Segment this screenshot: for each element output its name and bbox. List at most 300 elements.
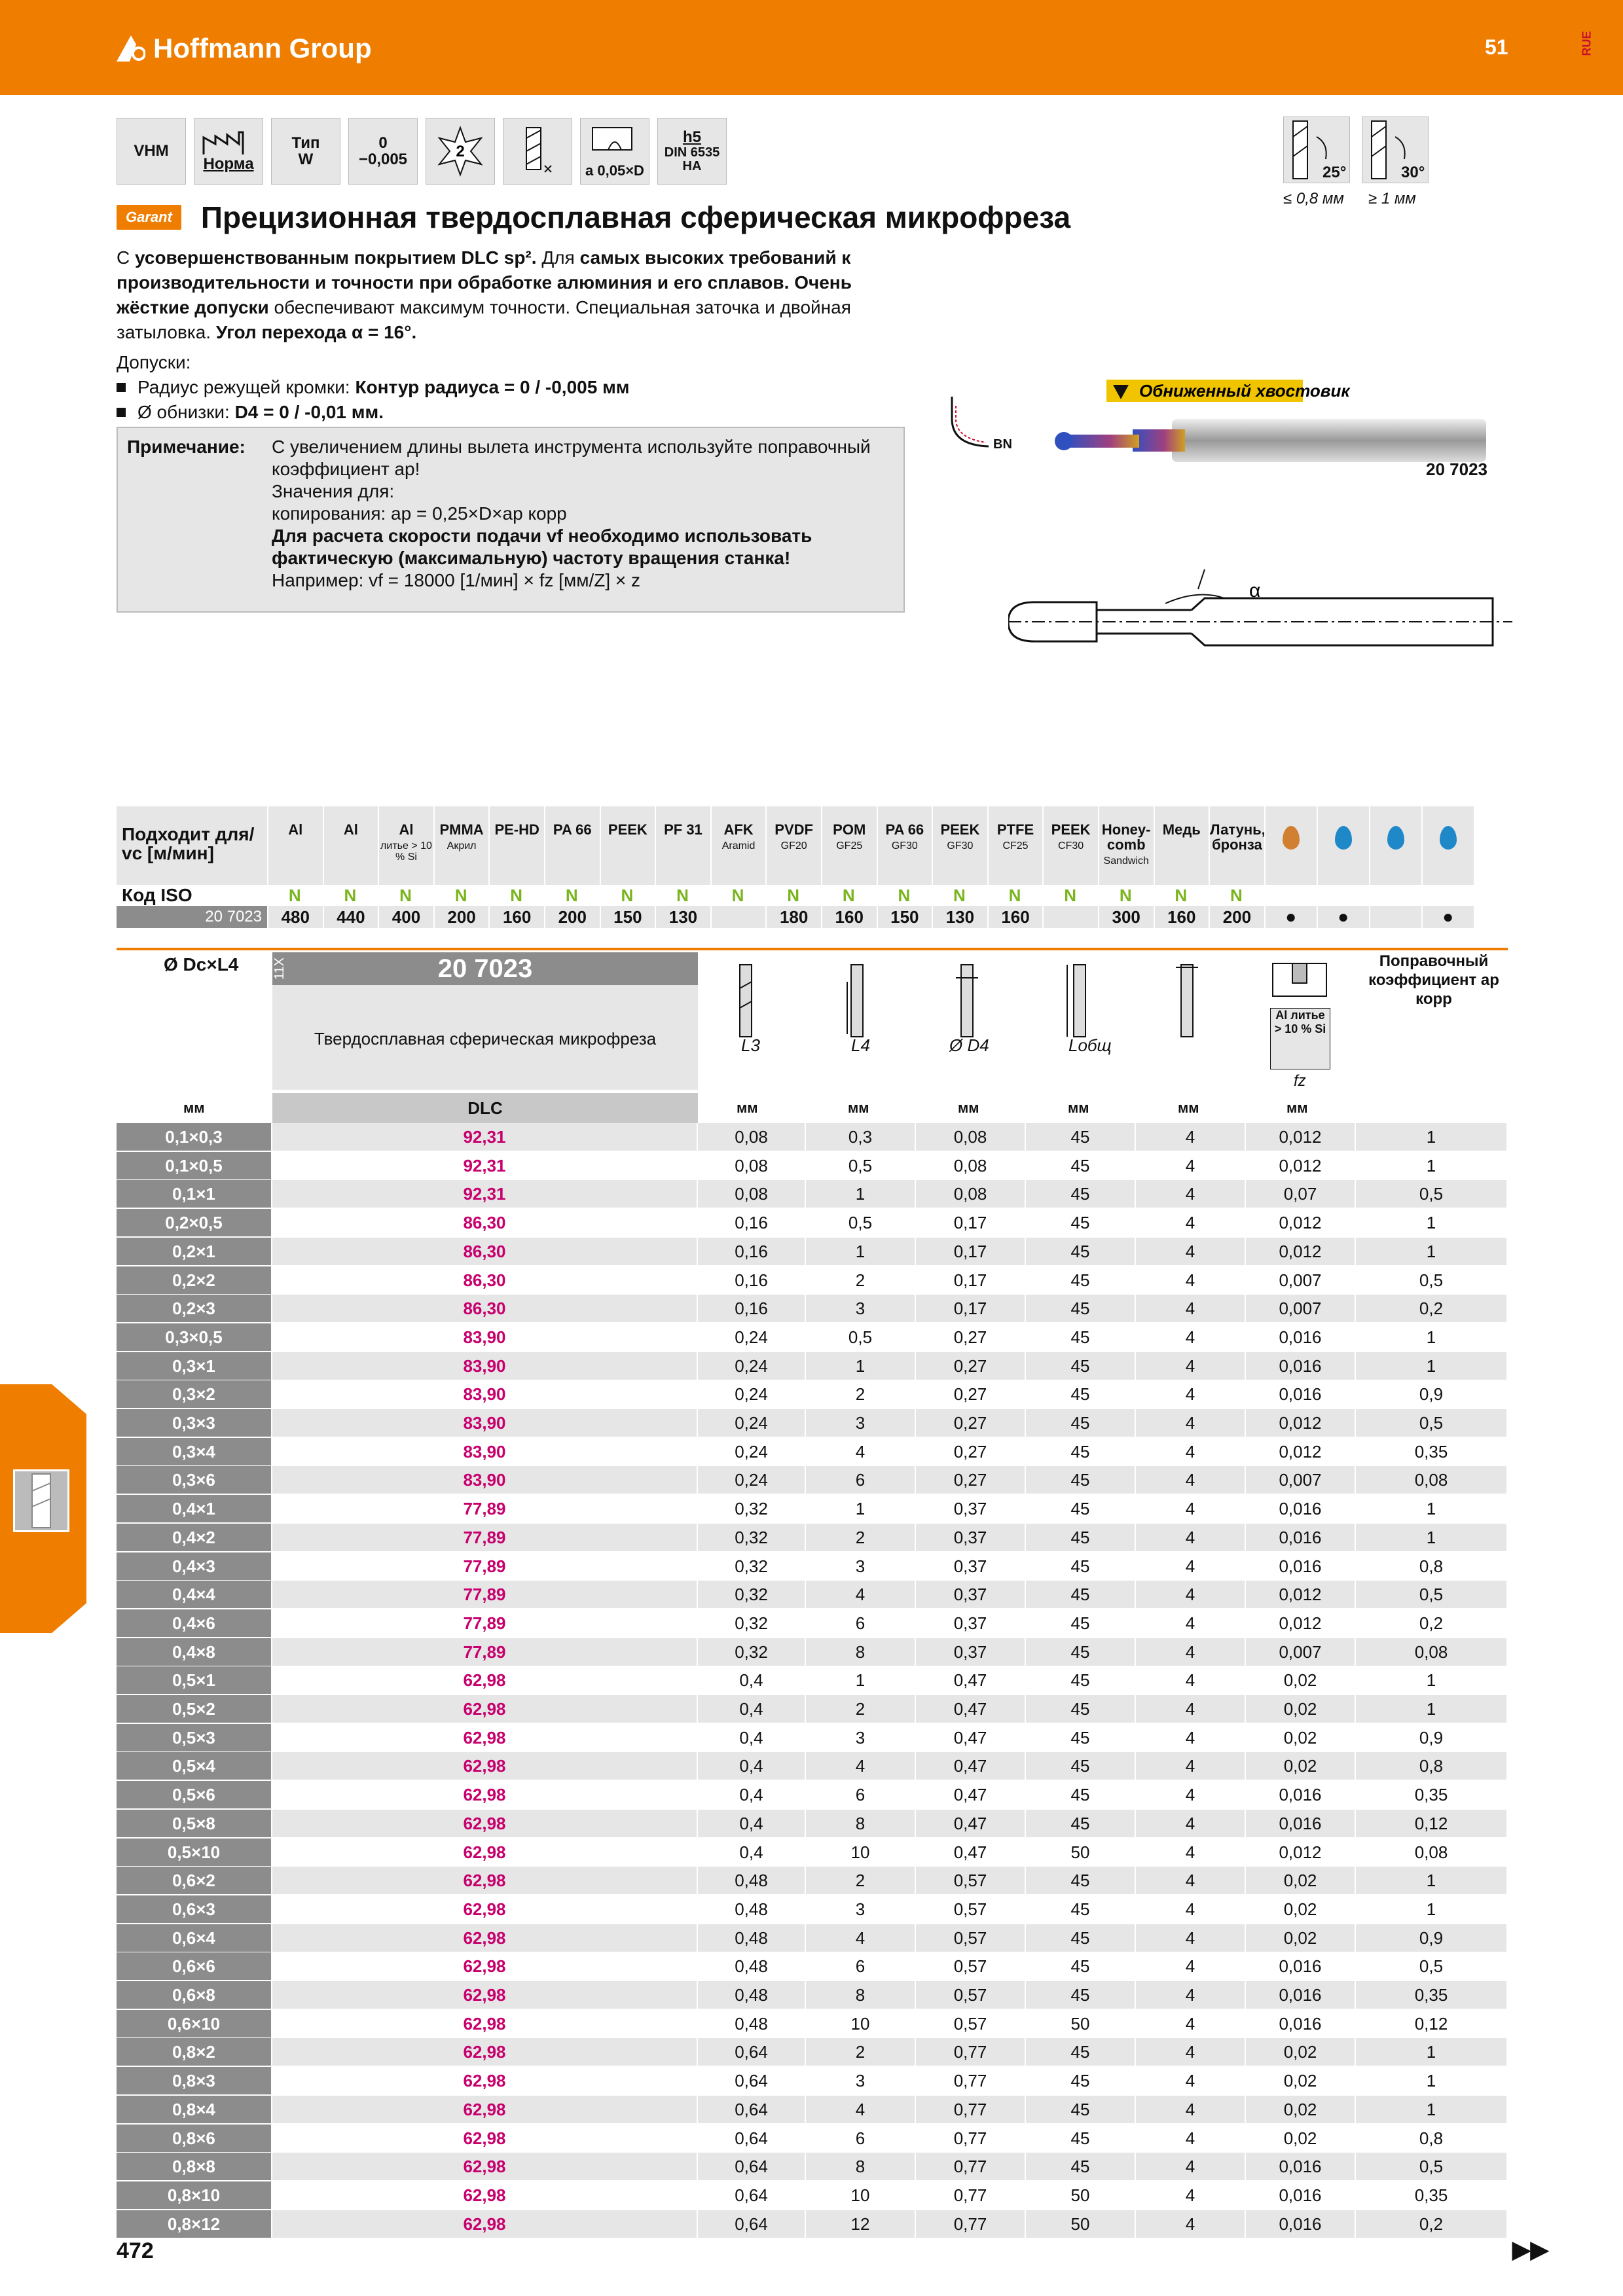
- cell-price[interactable]: 62,98: [272, 1781, 698, 1808]
- cell-l3: 0,24: [698, 1380, 806, 1408]
- cell-price[interactable]: 83,90: [272, 1323, 698, 1351]
- cell-dims: 0,5×1: [117, 1666, 272, 1694]
- cell-shank: 4: [1136, 1952, 1246, 1980]
- table-row: [117, 1495, 1508, 1522]
- cell-d4: 0,57: [916, 1981, 1026, 2009]
- l3-icon: [733, 962, 759, 1041]
- fz-label: fz: [1294, 1072, 1306, 1090]
- material-name: AFK: [723, 821, 754, 838]
- cell-correction: 0,8: [1356, 1752, 1508, 1780]
- cell-ltotal: 45: [1026, 1295, 1136, 1322]
- vc-value: 180: [765, 906, 821, 928]
- vc-value: 200: [544, 906, 600, 928]
- material-col-9: [765, 806, 821, 885]
- cell-fz: 0,07: [1246, 1180, 1356, 1208]
- cell-fz: 0,016: [1246, 1952, 1356, 1980]
- cell-correction: 1: [1356, 1152, 1508, 1179]
- cell-shank: 4: [1136, 1752, 1246, 1780]
- cell-price[interactable]: 62,98: [272, 2096, 698, 2123]
- cell-price[interactable]: 62,98: [272, 1752, 698, 1780]
- next-page-icon[interactable]: ▶▶: [1512, 2236, 1549, 2263]
- cell-d4: 0,17: [916, 1295, 1026, 1322]
- cell-l4: 0,5: [806, 1209, 916, 1236]
- cell-ltotal: 50: [1026, 2210, 1136, 2238]
- cell-shank: 4: [1136, 1695, 1246, 1723]
- cell-dims: 0,4×6: [117, 1609, 272, 1637]
- cell-dims: 0,2×0,5: [117, 1209, 272, 1236]
- cell-dims: 0,5×6: [117, 1781, 272, 1808]
- cell-ltotal: 45: [1026, 1266, 1136, 1294]
- product-code: 20 7023: [272, 952, 698, 985]
- note-box: [117, 427, 905, 613]
- cell-shank: 4: [1136, 1123, 1246, 1151]
- cell-price[interactable]: 62,98: [272, 1867, 698, 1894]
- cell-correction: 1: [1356, 1495, 1508, 1522]
- vc-value: 160: [987, 906, 1043, 928]
- table-row: [117, 1867, 1508, 1894]
- material-sub: GF30: [891, 840, 918, 852]
- factory-icon: [202, 130, 255, 156]
- cell-dims: 0,6×3: [117, 1895, 272, 1923]
- cell-correction: 0,08: [1356, 1839, 1508, 1866]
- cell-ltotal: 45: [1026, 1581, 1136, 1608]
- cell-price[interactable]: 86,30: [272, 1238, 698, 1265]
- cell-l4: 1: [806, 1495, 916, 1522]
- cell-fz: 0,016: [1246, 2181, 1356, 2209]
- coolant-dot: ●: [1421, 906, 1474, 928]
- table-row: [117, 2125, 1508, 2152]
- material-name: Латунь, бронза: [1210, 821, 1266, 853]
- table-row: [117, 1380, 1508, 1408]
- cell-l3: 0,4: [698, 1781, 806, 1808]
- material-name: PE-HD: [494, 821, 539, 838]
- iso-code: N: [1008, 886, 1021, 905]
- cell-ltotal: 45: [1026, 1209, 1136, 1236]
- table-row: [117, 1123, 1508, 1151]
- table-row: [117, 2096, 1508, 2123]
- coolant-col-2: [1369, 806, 1421, 885]
- head-l4: L4: [851, 1035, 870, 1055]
- cell-l4: 2: [806, 1380, 916, 1408]
- cell-correction: 0,9: [1356, 1924, 1508, 1952]
- icon-label: Тип: [291, 134, 320, 152]
- table-row: [117, 1781, 1508, 1808]
- cell-d4: 0,47: [916, 1695, 1026, 1723]
- vc-value: 480: [267, 906, 323, 928]
- cell-l3: 0,64: [698, 2181, 806, 2209]
- material-sub: Aramid: [721, 840, 756, 852]
- dry-icon: [1283, 826, 1300, 850]
- type-box: [271, 118, 340, 185]
- cell-l4: 0,5: [806, 1152, 916, 1179]
- cell-price[interactable]: 77,89: [272, 1609, 698, 1637]
- material-col-12: [932, 806, 987, 885]
- cell-ltotal: 45: [1026, 1152, 1136, 1179]
- cell-correction: 0,8: [1356, 2125, 1508, 2152]
- cell-d4: 0,17: [916, 1209, 1026, 1236]
- desc-text: обеспечивают максимум точности. Специальная заточка и двойная затыловка.: [117, 297, 851, 342]
- bn-label: BN: [993, 437, 1012, 452]
- cell-l4: 3: [806, 1895, 916, 1923]
- table-row: [117, 1466, 1508, 1494]
- unit-l4: мм: [848, 1100, 869, 1116]
- coolant-col-3: [1421, 806, 1474, 885]
- cell-price[interactable]: 62,98: [272, 2038, 698, 2066]
- unit-fz: мм: [1286, 1100, 1308, 1116]
- cell-dims: 0,1×0,5: [117, 1152, 272, 1179]
- shank-dia-icon: [1175, 962, 1201, 1041]
- cell-l4: 3: [806, 1409, 916, 1437]
- cell-price[interactable]: 62,98: [272, 2181, 698, 2209]
- cell-price[interactable]: 62,98: [272, 1924, 698, 1952]
- iso-code: N: [621, 886, 634, 905]
- cell-d4: 0,57: [916, 2010, 1026, 2037]
- cell-d4: 0,37: [916, 1524, 1026, 1551]
- cell-ltotal: 45: [1026, 2067, 1136, 2094]
- icon-sub: −0,005: [358, 151, 408, 168]
- cell-l3: 0,4: [698, 1752, 806, 1780]
- tool-drawing: [1008, 563, 1512, 668]
- cell-fz: 0,02: [1246, 2125, 1356, 2152]
- cell-ltotal: 45: [1026, 1952, 1136, 1980]
- cell-price[interactable]: 83,90: [272, 1352, 698, 1380]
- cell-l4: 0,3: [806, 1123, 916, 1151]
- cell-l3: 0,16: [698, 1266, 806, 1294]
- material-sub: литье > 10 % Si: [380, 840, 432, 863]
- cell-correction: 0,5: [1356, 1409, 1508, 1437]
- head-l3: L3: [741, 1035, 760, 1055]
- cell-dims: 0,3×6: [117, 1466, 272, 1494]
- cell-price[interactable]: 62,98: [272, 1810, 698, 1837]
- cell-l4: 6: [806, 1781, 916, 1808]
- cell-price[interactable]: 62,98: [272, 2067, 698, 2094]
- cell-d4: 0,57: [916, 1867, 1026, 1894]
- cell-shank: 4: [1136, 1438, 1246, 1465]
- cell-l4: 1: [806, 1238, 916, 1265]
- icon-sub: DIN 6535 HA: [664, 145, 720, 173]
- cell-l4: 8: [806, 1981, 916, 2009]
- cell-ltotal: 45: [1026, 1524, 1136, 1551]
- note-text: [272, 436, 894, 592]
- cell-l4: 8: [806, 1638, 916, 1666]
- cell-fz: 0,02: [1246, 1924, 1356, 1952]
- cell-price[interactable]: 86,30: [272, 1209, 698, 1236]
- cell-ltotal: 45: [1026, 1781, 1136, 1808]
- cell-price[interactable]: 62,98: [272, 1981, 698, 2009]
- cell-d4: 0,47: [916, 1839, 1026, 1866]
- cell-shank: 4: [1136, 1981, 1246, 2009]
- desc-bold: Очень жёсткие допуски: [117, 272, 852, 317]
- material-col-10: [821, 806, 877, 885]
- cell-dims: 0,1×0,3: [117, 1123, 272, 1151]
- cell-correction: 0,8: [1356, 1552, 1508, 1580]
- table-row: [117, 1895, 1508, 1923]
- iso-code: N: [565, 886, 578, 905]
- cell-l3: 0,32: [698, 1552, 806, 1580]
- desc-text: Для: [536, 247, 580, 268]
- iso-code: N: [288, 886, 301, 905]
- cell-ltotal: 45: [1026, 1552, 1136, 1580]
- table-row: [117, 1352, 1508, 1380]
- cell-l3: 0,32: [698, 1524, 806, 1551]
- cell-ltotal: 45: [1026, 1981, 1136, 2009]
- cell-l3: 0,64: [698, 2067, 806, 2094]
- vc-value: 400: [378, 906, 433, 928]
- cell-l3: 0,24: [698, 1409, 806, 1437]
- material-sub: GF25: [836, 840, 863, 852]
- material-col-11: [877, 806, 932, 885]
- materials-vc-row: [117, 906, 1474, 928]
- cell-price[interactable]: 77,89: [272, 1552, 698, 1580]
- cell-fz: 0,012: [1246, 1238, 1356, 1265]
- cell-price[interactable]: 77,89: [272, 1495, 698, 1522]
- mql-icon: [1387, 826, 1404, 850]
- cell-correction: 1: [1356, 1352, 1508, 1380]
- material-col-15: [1098, 806, 1154, 885]
- material-name: PMMA: [439, 821, 484, 838]
- material-name: PTFE: [996, 821, 1034, 838]
- cell-correction: 0,5: [1356, 1180, 1508, 1208]
- cell-l4: 4: [806, 1924, 916, 1952]
- cell-d4: 0,77: [916, 2125, 1026, 2152]
- cell-l4: 10: [806, 1839, 916, 1866]
- cell-price[interactable]: 92,31: [272, 1152, 698, 1179]
- tolerance-item: [117, 400, 630, 425]
- cell-fz: 0,012: [1246, 1409, 1356, 1437]
- cell-price[interactable]: 77,89: [272, 1638, 698, 1666]
- cell-d4: 0,57: [916, 1924, 1026, 1952]
- cell-l4: 10: [806, 2181, 916, 2209]
- cell-correction: 0,5: [1356, 2153, 1508, 2180]
- vc-value: 130: [655, 906, 710, 928]
- cell-fz: 0,012: [1246, 1209, 1356, 1236]
- svg-text:Обниженный хвостовик: Обниженный хвостовик: [1139, 381, 1350, 401]
- cell-fz: 0,016: [1246, 2153, 1356, 2180]
- cell-price[interactable]: 77,89: [272, 1524, 698, 1551]
- col-dims-unit: мм: [183, 1100, 205, 1116]
- cell-shank: 4: [1136, 2125, 1246, 2152]
- coolant-col-1: [1317, 806, 1369, 885]
- material-sub: Акрил: [447, 840, 477, 852]
- fz-material-icon: [1270, 961, 1329, 1000]
- unit-shank: мм: [1178, 1100, 1199, 1116]
- cell-shank: 4: [1136, 1895, 1246, 1923]
- page-title: Прецизионная твердосплавная сферическая микрофреза: [200, 200, 1071, 234]
- cell-correction: 1: [1356, 1323, 1508, 1351]
- cell-fz: 0,016: [1246, 1380, 1356, 1408]
- cell-l4: 6: [806, 1466, 916, 1494]
- cell-dims: 0,5×3: [117, 1724, 272, 1751]
- materials-label: Подходит для/ vc [м/мин]: [122, 824, 255, 864]
- cell-d4: 0,77: [916, 2210, 1026, 2238]
- tolerances-label: Допуски:: [117, 352, 191, 372]
- cell-dims: 0,2×2: [117, 1266, 272, 1294]
- cell-d4: 0,37: [916, 1495, 1026, 1522]
- cell-shank: 4: [1136, 1266, 1246, 1294]
- cell-l3: 0,24: [698, 1438, 806, 1465]
- cell-price[interactable]: 62,98: [272, 1839, 698, 1866]
- cell-correction: 0,5: [1356, 1952, 1508, 1980]
- cell-fz: 0,016: [1246, 1781, 1356, 1808]
- svg-text:α: α: [1249, 580, 1261, 601]
- cell-d4: 0,57: [916, 1952, 1026, 1980]
- cell-ltotal: 45: [1026, 1924, 1136, 1952]
- cell-price[interactable]: 92,31: [272, 1180, 698, 1208]
- cell-shank: 4: [1136, 1352, 1246, 1380]
- vc-value: 160: [821, 906, 877, 928]
- table-row: [117, 1209, 1508, 1236]
- cell-fz: 0,007: [1246, 1466, 1356, 1494]
- cell-ltotal: 45: [1026, 1638, 1136, 1666]
- tolerance-text: Радиус режущей кромки:: [137, 377, 356, 397]
- cell-price[interactable]: 92,31: [272, 1123, 698, 1151]
- cell-ltotal: 45: [1026, 1810, 1136, 1837]
- table-row: [117, 1609, 1508, 1637]
- cell-dims: 0,8×2: [117, 2038, 272, 2066]
- cell-price[interactable]: 62,98: [272, 2125, 698, 2152]
- iso-code: N: [399, 886, 412, 905]
- cell-fz: 0,02: [1246, 1867, 1356, 1894]
- cell-price[interactable]: 62,98: [272, 1695, 698, 1723]
- iso-code: N: [1230, 886, 1243, 905]
- table-row: [117, 1180, 1508, 1208]
- table-row: [117, 1238, 1508, 1265]
- material-col-2: [378, 806, 433, 885]
- cell-shank: 4: [1136, 1380, 1246, 1408]
- cell-dims: 0,5×10: [117, 1839, 272, 1866]
- iso-code: N: [454, 886, 467, 905]
- cell-l4: 6: [806, 1952, 916, 1980]
- material-col-17: [1209, 806, 1264, 885]
- cell-l3: 0,32: [698, 1638, 806, 1666]
- cell-price[interactable]: 83,90: [272, 1380, 698, 1408]
- material-col-5: [544, 806, 600, 885]
- desc-text: С: [117, 247, 135, 268]
- coolant-iso: [1369, 885, 1421, 906]
- cell-shank: 4: [1136, 1466, 1246, 1494]
- cell-dims: 0,8×12: [117, 2210, 272, 2238]
- material-col-13: [987, 806, 1043, 885]
- cell-dims: 0,4×1: [117, 1495, 272, 1522]
- cell-l4: 3: [806, 1295, 916, 1322]
- cell-price[interactable]: 62,98: [272, 2210, 698, 2238]
- material-name: PF 31: [664, 821, 702, 838]
- cell-d4: 0,27: [916, 1352, 1026, 1380]
- cell-ltotal: 45: [1026, 1409, 1136, 1437]
- cell-dims: 0,4×4: [117, 1581, 272, 1608]
- helix-cutter-icon: [515, 125, 560, 177]
- vc-value: 440: [323, 906, 378, 928]
- cell-price[interactable]: 83,90: [272, 1466, 698, 1494]
- cell-fz: 0,02: [1246, 1752, 1356, 1780]
- cell-price[interactable]: 83,90: [272, 1438, 698, 1465]
- cell-shank: 4: [1136, 1409, 1246, 1437]
- cell-l4: 2: [806, 1867, 916, 1894]
- tolerance-value: D4 = 0 / -0,01 мм.: [234, 402, 384, 422]
- cell-price[interactable]: 86,30: [272, 1295, 698, 1322]
- cell-d4: 0,37: [916, 1581, 1026, 1608]
- cell-ltotal: 45: [1026, 1123, 1136, 1151]
- cell-correction: 0,9: [1356, 1380, 1508, 1408]
- cell-shank: 4: [1136, 1638, 1246, 1666]
- cell-d4: 0,27: [916, 1323, 1026, 1351]
- page-header: [0, 0, 1623, 95]
- emulsion-icon: [1335, 826, 1352, 850]
- tolerance-box: [348, 118, 418, 185]
- material-col-6: [600, 806, 655, 885]
- product-code-tag: 11X: [272, 957, 287, 980]
- no-coolant-icon: [1440, 826, 1457, 850]
- cell-l3: 0,64: [698, 2210, 806, 2238]
- cell-price[interactable]: 62,98: [272, 2010, 698, 2037]
- cell-dims: 0,6×4: [117, 1924, 272, 1952]
- cell-fz: 0,016: [1246, 2210, 1356, 2238]
- iso-label: Код ISO: [122, 885, 192, 905]
- shank-box: [657, 118, 727, 185]
- material-name: Al: [288, 821, 303, 838]
- tool-photo: [956, 367, 1506, 497]
- cell-d4: 0,47: [916, 1781, 1026, 1808]
- cell-dims: 0,3×2: [117, 1380, 272, 1408]
- cell-price[interactable]: 62,98: [272, 1895, 698, 1923]
- cell-shank: 4: [1136, 1609, 1246, 1637]
- cell-ltotal: 45: [1026, 1466, 1136, 1494]
- cell-shank: 4: [1136, 2067, 1246, 2094]
- cell-dims: 0,2×1: [117, 1238, 272, 1265]
- cell-dims: 0,6×6: [117, 1952, 272, 1980]
- cell-d4: 0,47: [916, 1724, 1026, 1751]
- vc-value: 200: [1209, 906, 1264, 928]
- fz-material: Al литье > 10 % Si: [1270, 1008, 1330, 1069]
- material-name: Медь: [1162, 821, 1201, 838]
- cell-fz: 0,016: [1246, 2010, 1356, 2037]
- cell-ltotal: 45: [1026, 2125, 1136, 2152]
- iso-code: N: [676, 886, 689, 905]
- cell-d4: 0,17: [916, 1266, 1026, 1294]
- cell-correction: 1: [1356, 1123, 1508, 1151]
- head-d4: Ø D4: [949, 1035, 989, 1055]
- icon-sub: a 0,05×D: [585, 162, 644, 179]
- cell-dims: 0,8×3: [117, 2067, 272, 2094]
- cell-l3: 0,4: [698, 1724, 806, 1751]
- vc-value: 160: [1154, 906, 1209, 928]
- cell-d4: 0,77: [916, 2153, 1026, 2180]
- cell-price[interactable]: 62,98: [272, 1666, 698, 1694]
- cell-dims: 0,4×2: [117, 1524, 272, 1551]
- cell-l3: 0,16: [698, 1295, 806, 1322]
- cell-l3: 0,64: [698, 2038, 806, 2066]
- cell-price[interactable]: 62,98: [272, 1724, 698, 1751]
- page-number: 472: [117, 2238, 154, 2263]
- cell-price[interactable]: 86,30: [272, 1266, 698, 1294]
- cell-l4: 8: [806, 2153, 916, 2180]
- cell-price[interactable]: 62,98: [272, 2153, 698, 2180]
- material-name: PA 66: [553, 821, 592, 838]
- cell-price[interactable]: 62,98: [272, 1952, 698, 1980]
- vc-value: [710, 906, 766, 928]
- material-name: PEEK: [1051, 821, 1091, 838]
- cell-price[interactable]: 83,90: [272, 1409, 698, 1437]
- cell-dims: 0,1×1: [117, 1180, 272, 1208]
- cell-shank: 4: [1136, 1209, 1246, 1236]
- cell-shank: 4: [1136, 1495, 1246, 1522]
- angle-25-label: 25°: [1322, 164, 1347, 181]
- cell-price[interactable]: 77,89: [272, 1581, 698, 1608]
- correction-head: Поправочный коэффициент ap корр: [1368, 952, 1499, 1008]
- cell-correction: 1: [1356, 1895, 1508, 1923]
- cell-shank: 4: [1136, 1581, 1246, 1608]
- head-ltotal: Lобщ: [1068, 1035, 1112, 1055]
